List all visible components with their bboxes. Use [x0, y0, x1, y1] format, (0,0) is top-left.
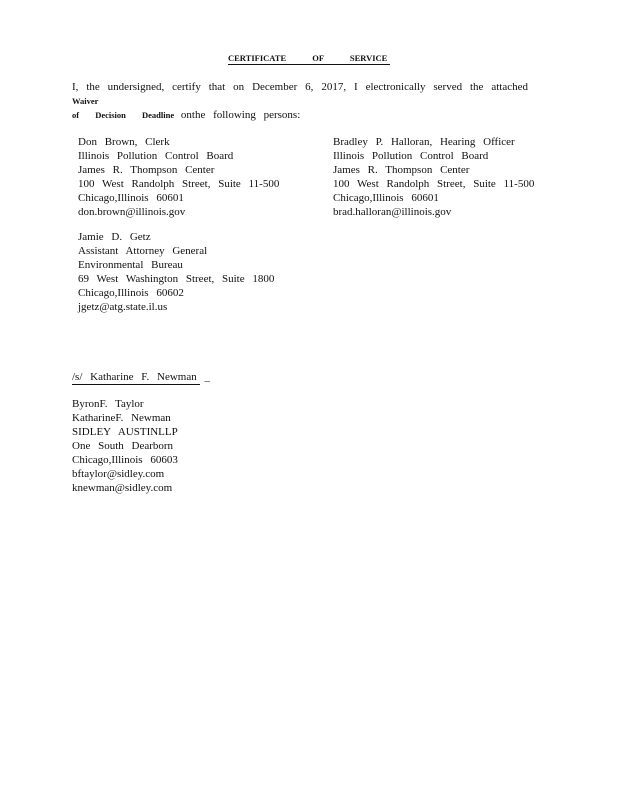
recipient-street: 100 West Randolph Street, Suite 11-500 — [78, 178, 280, 190]
counsel-street: One South Dearborn — [72, 440, 174, 452]
recipient-email: brad.halloran@illinois.gov — [333, 206, 452, 218]
recipient-org: Illinois Pollution Control Board — [333, 150, 489, 162]
intro-paragraph — [72, 80, 528, 122]
recipient-bureau: Environmental Bureau — [78, 259, 183, 271]
intro-text-rest: onthe following persons: — [180, 109, 301, 121]
counsel-name-1: ByronF. Taylor — [72, 398, 144, 410]
recipient-org: Illinois Pollution Control Board — [78, 150, 234, 162]
counsel-email-2: knewman@sidley.com — [72, 482, 173, 494]
counsel-firm: SIDLEY AUSTINLLP — [72, 426, 178, 438]
counsel-city: Chicago,Illinois 60603 — [72, 454, 178, 466]
intro-line-2 — [72, 108, 528, 122]
document-title: CERTIFICATE OF SERVICE — [228, 53, 390, 65]
recipient-street: 69 West Washington Street, Suite 1800 — [78, 273, 275, 285]
recipient-block-attorney-general — [78, 230, 274, 314]
recipient-name: Bradley P. Halloran, Hearing Officer — [333, 136, 515, 148]
recipient-city: Chicago,Illinois 60602 — [78, 287, 184, 299]
recipient-city: Chicago,Illinois 60601 — [333, 192, 439, 204]
recipient-name: Don Brown, Clerk — [78, 136, 170, 148]
counsel-name-2: KatharineF. Newman — [72, 412, 171, 424]
doc-name-part1: Waiver — [72, 96, 99, 106]
doc-name-part2: of Decision Deadline — [72, 110, 175, 120]
counsel-email-1: bftaylor@sidley.com — [72, 468, 165, 480]
signature-line: /s/ Katharine F. Newman _ — [72, 371, 210, 383]
recipient-email: don.brown@illinois.gov — [78, 206, 186, 218]
recipient-block-clerk — [78, 135, 279, 219]
counsel-block — [72, 397, 178, 495]
recipient-street: 100 West Randolph Street, Suite 11-500 — [333, 178, 535, 190]
recipient-building: James R. Thompson Center — [333, 164, 470, 176]
recipient-city: Chicago,Illinois 60601 — [78, 192, 184, 204]
recipient-block-hearing-officer — [333, 135, 534, 219]
recipient-building: James R. Thompson Center — [78, 164, 215, 176]
recipient-title: Assistant Attorney General — [78, 245, 208, 257]
intro-line-1 — [72, 80, 528, 108]
intro-text: I, the undersigned, certify that on December 6, 2017, I electronically served the attached — [72, 81, 528, 93]
recipient-email: jgetz@atg.state.il.us — [78, 301, 168, 313]
recipient-name: Jamie D. Getz — [78, 231, 151, 243]
